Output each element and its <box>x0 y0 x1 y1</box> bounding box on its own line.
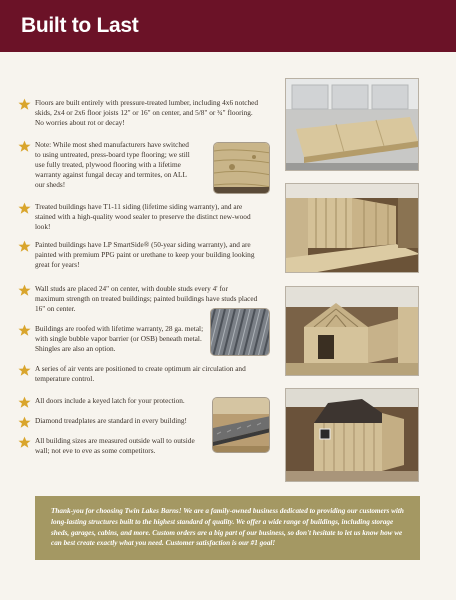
star-icon <box>18 240 31 253</box>
feature-item <box>18 98 258 128</box>
feature-item <box>18 436 208 456</box>
feature-text: All doors include a keyed latch for your protection. <box>35 396 185 405</box>
feature-item <box>18 140 196 190</box>
star-icon <box>18 416 31 429</box>
feature-text: Buildings are roofed with lifetime warranty, 28 ga. metal; with single bubble vapor barrier (or OSB) beneath metal. Shingles are also an option. <box>35 324 204 354</box>
feature-item <box>18 416 218 429</box>
feature-item <box>18 364 263 384</box>
finished-barn-photo <box>285 388 419 482</box>
feature-text: Painted buildings have LP SmartSide® (50-year siding warranty), and are painted with premium PPG paint or urethane to keep your building looking great for years! <box>35 240 255 270</box>
page-header <box>0 0 456 52</box>
treadplate-thumbnail <box>212 397 270 453</box>
feature-text: Treated buildings have T1-11 siding (lifetime siding warranty), and are stained with a high-quality wood sealer to preserve the distinct new-wood look! <box>35 202 251 232</box>
thank-you-banner <box>35 496 420 560</box>
star-icon <box>18 364 31 377</box>
feature-item <box>18 396 218 409</box>
star-icon <box>18 284 31 297</box>
feature-text: Wall studs are placed 24" on center, with double studs every 4' for maximum strength on treated buildings; painted buildings have studs placed 16" on center. <box>35 284 258 314</box>
star-icon <box>18 436 31 449</box>
feature-text: Diamond treadplates are standard in every building! <box>35 416 187 425</box>
feature-item <box>18 240 268 270</box>
star-icon <box>18 202 31 215</box>
roof-framing-photo <box>285 286 419 376</box>
metal-roof-thumbnail <box>210 308 270 356</box>
star-icon <box>18 324 31 337</box>
floor-construction-photo <box>285 78 419 171</box>
feature-item <box>18 324 208 354</box>
star-icon <box>18 140 31 153</box>
banner-text: Thank-you for choosing Twin Lakes Barns! We are a family-owned business dedicated to providing our customers with long-lasting structures built to the highest standard of quality. We offer a wide range of buildings, including storage sheds, garages, cabins, and more. Custom orders are a big part of our business, so don't hesitate to let us know how we can best create exactly what you need. Customer satisfaction is our #1 goal! <box>51 507 404 548</box>
feature-item <box>18 202 264 232</box>
feature-text: Floors are built entirely with pressure-treated lumber, including 4x6 notched skids, 2x4 or 2x6 floor joists 12" or 16" on center, and 5/8" or ¾" flooring. No worries about rot or decay! <box>35 98 259 128</box>
feature-text: A series of air vents are positioned to create optimum air circulation and temperature control. <box>35 364 246 384</box>
page-title: Built to Last <box>21 14 139 37</box>
wall-framing-photo <box>285 183 419 273</box>
star-icon <box>18 396 31 409</box>
star-icon <box>18 98 31 111</box>
feature-text: All building sizes are measured outside wall to outside wall; not eve to eve as some competitors. <box>35 436 195 456</box>
feature-text: Note: While most shed manufacturers have switched to using untreated, press-board type flooring; we still use fully treated, plywood flooring with a lifetime warranty against fungal decay and termites, on ALL our sheds! <box>35 140 190 190</box>
plywood-floor-thumbnail <box>213 142 270 194</box>
